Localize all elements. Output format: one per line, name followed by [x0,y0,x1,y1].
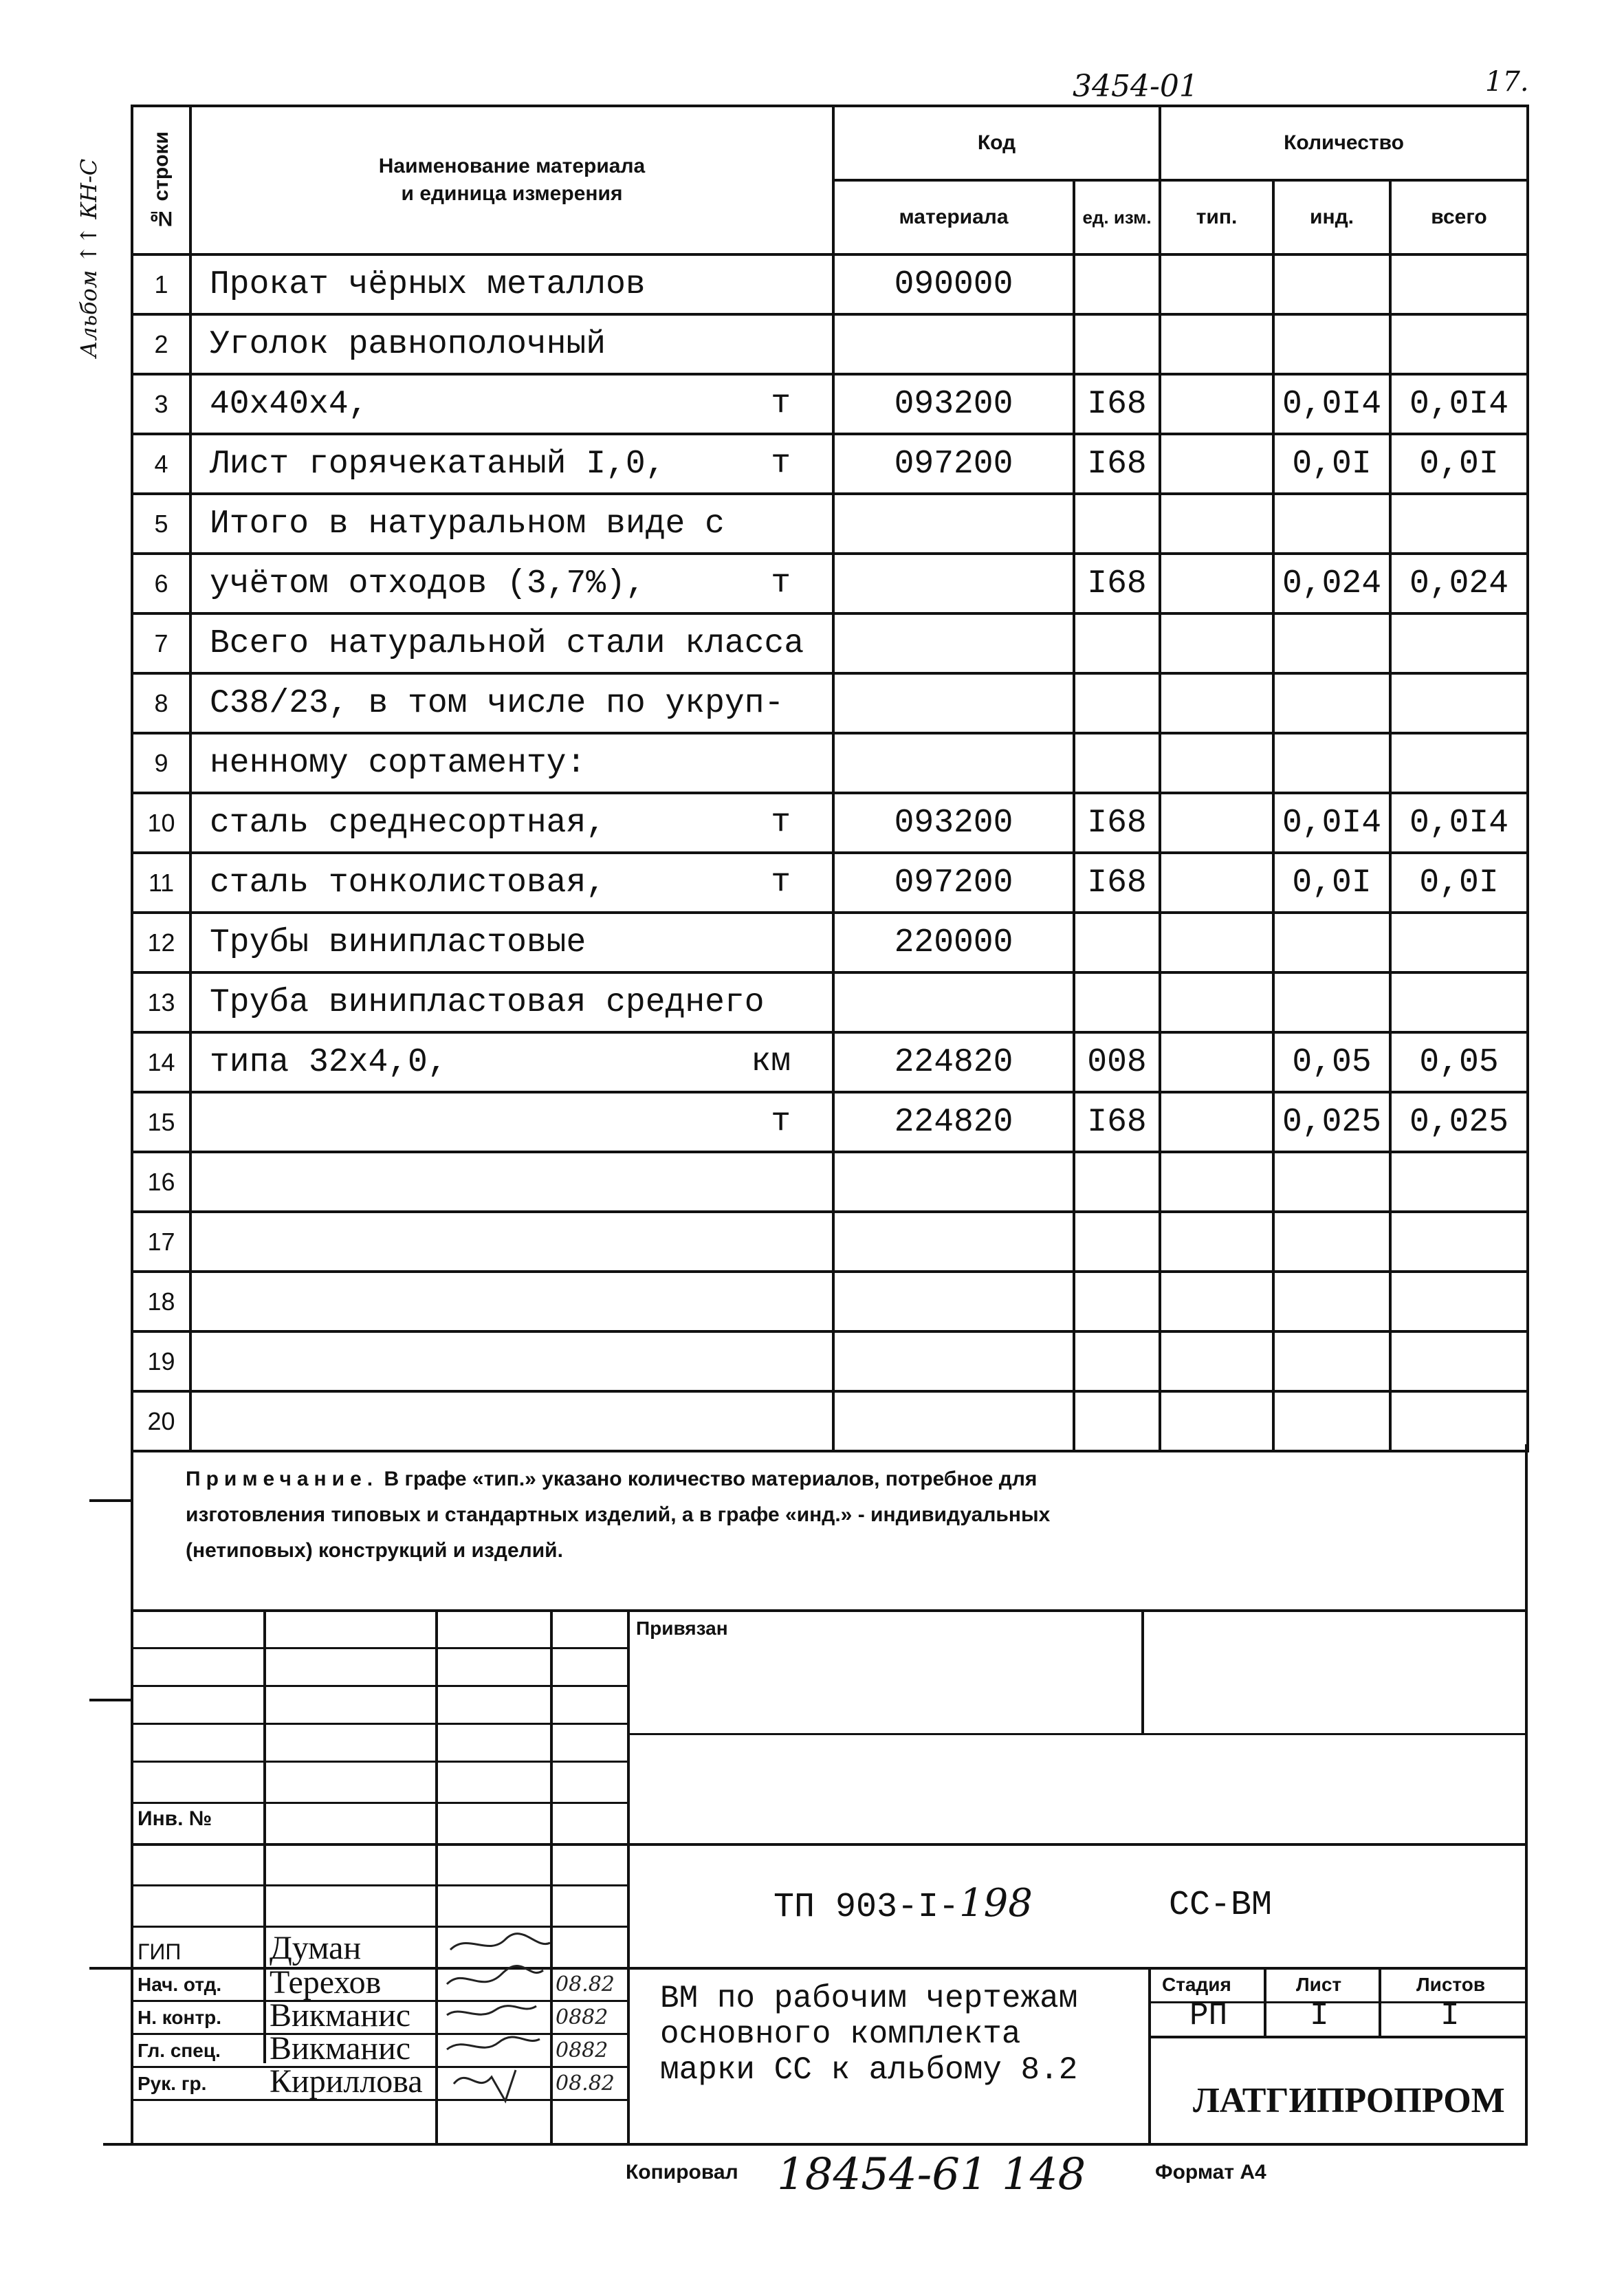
material-name-text: ненному сортаменту: [210,744,586,782]
material-name-cell [190,913,833,972]
frame-tick-1 [89,1499,133,1502]
total-quantity-cell [1390,733,1528,793]
unit-code-cell: I68 [1074,853,1160,913]
unit-code-cell [1074,733,1160,793]
material-name-text: Прокат чёрных металлов [210,265,646,303]
table-row [132,1272,1528,1331]
ind-quantity-cell [1273,1391,1390,1451]
ind-quantity-cell: 0,025 [1273,1092,1390,1152]
total-quantity-cell: 0,0I4 [1390,374,1528,434]
material-code-cell: 093200 [833,793,1074,853]
staff-role-head: Нач. отд. [138,1974,222,1995]
table-row [132,913,1528,972]
unit-code-cell [1074,1272,1160,1331]
unit-text: т [771,864,791,901]
material-code-cell [833,733,1074,793]
row-number: 16 [132,1152,190,1212]
drawing-mark: СС-ВМ [1169,1886,1273,1925]
stamp-hline-6 [131,1802,627,1804]
document-code [773,1881,1033,1927]
document-code-text: ТП 903-I- [773,1888,960,1927]
frame-left [131,1444,133,2146]
unit-code-cell: I68 [1074,554,1160,613]
material-name-cell [190,1331,833,1391]
sheets-value: I [1440,1998,1460,2034]
staff-role-gip: ГИП [138,1939,182,1964]
unit-code-cell: 008 [1074,1032,1160,1092]
table-row [132,374,1528,434]
row-number: 1 [132,254,190,314]
typ-quantity-cell [1160,1391,1273,1451]
unit-code-cell [1074,1212,1160,1272]
table-row [132,1152,1528,1212]
material-code-cell [833,554,1074,613]
material-name-text: Лист горячекатаный I,0, [210,445,666,483]
stamp-hline-2 [131,1685,627,1687]
material-name-text: Труба винипластовая среднего [210,983,765,1021]
material-name-cell [190,673,833,733]
table-row [132,1212,1528,1272]
table-row [132,1092,1528,1152]
material-name-text: учётом отходов (3,7%), [210,565,646,602]
total-quantity-cell [1390,673,1528,733]
typ-quantity-cell [1160,673,1273,733]
material-name-text: Трубы винипластовые [210,924,586,961]
row-number: 12 [132,913,190,972]
document-title [660,1981,1077,2088]
material-code-cell [833,1212,1074,1272]
material-name-text: С38/23, в том числе по укруп- [210,684,784,722]
title-line-2: основного комплекта [660,2016,1021,2052]
material-code-cell: 097200 [833,853,1074,913]
material-code-cell [833,314,1074,374]
ind-quantity-cell [1273,673,1390,733]
unit-code-cell [1074,494,1160,554]
row-number: 15 [132,1092,190,1152]
material-name-text: Уголок равнополочный [210,325,606,363]
sheet-label: Лист [1296,1974,1342,1995]
material-name-cell [190,613,833,673]
ind-quantity-cell: 0,0I4 [1273,374,1390,434]
quantity-group-header: Количество [1160,106,1528,180]
total-quantity-cell [1390,1212,1528,1272]
material-name-cell [190,793,833,853]
total-quantity-cell [1390,972,1528,1032]
material-name-cell [190,1272,833,1331]
stage-box-v2 [1379,1967,1381,2036]
staff-date-group-lead: 08.82 [556,2071,615,2096]
title-line-3: марки СС к альбому 8.2 [660,2052,1078,2088]
typ-quantity-cell [1160,314,1273,374]
table-row [132,613,1528,673]
row-number: 9 [132,733,190,793]
unit-text: т [771,385,791,422]
table-row [132,793,1528,853]
archive-number: 3454-01 [1073,69,1198,104]
material-code-cell [833,1331,1074,1391]
materials-table [131,105,1529,1452]
note [186,1461,1492,1569]
material-name-cell [190,853,833,913]
frame-tick-3 [89,1967,133,1970]
total-header: всего [1390,180,1528,254]
album-side-label: Альбом ↑↑ КН-С [76,158,102,358]
total-quantity-cell [1390,494,1528,554]
material-code-cell [833,613,1074,673]
page-number-mark: 17. [1485,66,1529,98]
typ-quantity-cell [1160,1092,1273,1152]
material-name-text: сталь среднесортная, [210,804,606,842]
copied-label: Копировал [626,2161,738,2184]
material-code-cell: 093200 [833,374,1074,434]
inventory-number-label: Инв. № [138,1807,212,1830]
table-row [132,494,1528,554]
format-label: Формат А4 [1155,2161,1266,2184]
material-code-header: материала [833,180,1074,254]
material-code-cell [833,494,1074,554]
staff-name-norm: Викманис [270,1997,411,2034]
typ-quantity-cell [1160,494,1273,554]
ind-quantity-cell [1273,613,1390,673]
stamp-vline-e [1141,1609,1144,1733]
material-name-text: 40х40х4, [210,385,369,423]
material-name-cell [190,1092,833,1152]
typ-quantity-cell [1160,554,1273,613]
typ-quantity-cell [1160,793,1273,853]
material-name-text: Всего натуральной стали класса [210,624,804,662]
unit-text: км [751,1043,791,1080]
stage-box-top [1148,1967,1528,1970]
ind-quantity-cell [1273,1212,1390,1272]
total-quantity-cell: 0,05 [1390,1032,1528,1092]
material-name-cell [190,1032,833,1092]
frame-tick-2 [89,1699,133,1701]
ind-quantity-cell: 0,05 [1273,1032,1390,1092]
staff-role-norm: Н. контр. [138,2007,222,2028]
total-quantity-cell [1390,913,1528,972]
stage-label: Стадия [1162,1974,1231,1995]
organization-name: ЛАТГИПРОПРОМ [1193,2081,1505,2120]
staff-date-head: 08.82 [556,1972,615,1996]
material-name-cell [190,254,833,314]
material-name-cell [190,972,833,1032]
material-name-cell [190,434,833,494]
material-code-cell: 224820 [833,1032,1074,1092]
typ-quantity-cell [1160,254,1273,314]
ind-quantity-cell [1273,254,1390,314]
total-quantity-cell [1390,1331,1528,1391]
staff-name-group-lead: Кириллова [270,2063,423,2100]
unit-text: т [771,445,791,482]
material-name-cell [190,554,833,613]
unit-text: т [771,804,791,841]
typ-quantity-cell [1160,972,1273,1032]
material-name-cell [190,1391,833,1451]
typ-header: тип. [1160,180,1273,254]
stamp-vline-b [435,1609,438,2144]
stage-box-v1 [1264,1967,1266,2036]
ind-quantity-cell [1273,1331,1390,1391]
material-name-cell [190,733,833,793]
stamp-hline-4 [627,1733,1528,1735]
ind-quantity-cell [1273,972,1390,1032]
frame-bottom [103,2143,1528,2146]
ind-quantity-cell: 0,0I [1273,853,1390,913]
code-group-header: Код [833,106,1160,180]
unit-code-cell [1074,673,1160,733]
unit-text: т [771,565,791,602]
unit-code-cell [1074,254,1160,314]
sheets-label: Листов [1416,1974,1486,1995]
unit-code-header: ед. изм. [1074,180,1160,254]
total-quantity-cell: 0,024 [1390,554,1528,613]
stamp-top-line [131,1609,1526,1612]
unit-code-cell [1074,913,1160,972]
unit-code-cell [1074,1331,1160,1391]
staff-date-norm: 0882 [556,2005,608,2029]
material-code-cell: 224820 [833,1092,1074,1152]
table-row [132,1032,1528,1092]
table-row [132,1391,1528,1451]
row-number: 3 [132,374,190,434]
frame-right [1525,1444,1528,2146]
row-number: 6 [132,554,190,613]
total-quantity-cell [1390,254,1528,314]
unit-code-cell: I68 [1074,793,1160,853]
staff-name-gip: Думан [270,1930,362,1966]
row-number: 20 [132,1391,190,1451]
row-number: 19 [132,1331,190,1391]
stamp-vline-d [627,1609,630,2144]
stamp-hline-1 [131,1647,627,1649]
ind-quantity-cell: 0,0I [1273,434,1390,494]
table-row [132,554,1528,613]
staff-date-chief-spec: 0882 [556,2038,608,2062]
stage-box-left [1148,1967,1151,2144]
unit-code-cell [1074,972,1160,1032]
ind-quantity-cell: 0,024 [1273,554,1390,613]
typ-quantity-cell [1160,1032,1273,1092]
stamp-hline-7 [131,1843,1526,1846]
material-code-cell [833,1152,1074,1212]
material-name-header: Наименование материала и единица измерения [190,106,833,254]
row-number: 8 [132,673,190,733]
unit-code-cell [1074,613,1160,673]
total-quantity-cell [1390,314,1528,374]
total-quantity-cell: 0,0I [1390,434,1528,494]
unit-code-cell [1074,314,1160,374]
unit-code-cell: I68 [1074,434,1160,494]
unit-text: т [771,1103,791,1140]
material-name-cell [190,494,833,554]
row-number: 13 [132,972,190,1032]
ind-quantity-cell [1273,314,1390,374]
typ-quantity-cell [1160,913,1273,972]
table-row [132,314,1528,374]
total-quantity-cell [1390,1391,1528,1451]
table-row [132,853,1528,913]
material-code-cell: 097200 [833,434,1074,494]
table-row [132,1331,1528,1391]
total-quantity-cell: 0,0I4 [1390,793,1528,853]
staff-name-head: Терехов [270,1964,382,2001]
typ-quantity-cell [1160,1152,1273,1212]
total-quantity-cell: 0,0I [1390,853,1528,913]
unit-code-cell: I68 [1074,1092,1160,1152]
typ-quantity-cell [1160,613,1273,673]
typ-quantity-cell [1160,733,1273,793]
row-number: 14 [132,1032,190,1092]
stage-value: РП [1189,1998,1228,2034]
stage-box-bot [1148,2036,1528,2038]
note-label: Примечание. [186,1468,379,1490]
typ-quantity-cell [1160,1331,1273,1391]
typ-quantity-cell [1160,853,1273,913]
unit-code-cell: I68 [1074,374,1160,434]
material-code-cell: 090000 [833,254,1074,314]
total-quantity-cell [1390,613,1528,673]
total-quantity-cell [1390,1152,1528,1212]
row-number: 5 [132,494,190,554]
row-number: 7 [132,613,190,673]
copied-number: 18454-61 148 [777,2149,1086,2200]
row-number: 4 [132,434,190,494]
typ-quantity-cell [1160,434,1273,494]
stamp-hline-3 [131,1723,627,1725]
typ-quantity-cell [1160,1212,1273,1272]
ind-quantity-cell [1273,1152,1390,1212]
stamp-hline-5 [131,1761,627,1763]
total-quantity-cell [1390,1272,1528,1331]
note-line-2: изготовления типовых и стандартных изделий, а в графе «инд.» - индивидуальных [186,1503,1051,1526]
material-name-text: типа 32х4,0, [210,1043,448,1081]
table-row [132,434,1528,494]
typ-quantity-cell [1160,374,1273,434]
row-number: 11 [132,853,190,913]
table-row [132,673,1528,733]
unit-code-cell [1074,1152,1160,1212]
staff-name-chief-spec: Викманис [270,2030,411,2067]
material-code-cell: 220000 [833,913,1074,972]
material-name-text: сталь тонколистовая, [210,864,606,902]
document-code-number: 198 [959,1881,1033,1926]
material-name-cell [190,1212,833,1272]
ind-quantity-cell [1273,494,1390,554]
typ-quantity-cell [1160,1272,1273,1331]
row-number: 17 [132,1212,190,1272]
title-line-1: ВМ по рабочим чертежам [660,1981,1078,2016]
material-name-text: Итого в натуральном виде с [210,505,725,543]
material-name-cell [190,314,833,374]
table-row [132,254,1528,314]
stamp-hline-9 [131,1926,627,1928]
signatures [440,1929,557,2135]
material-name-cell [190,374,833,434]
row-number: 10 [132,793,190,853]
total-quantity-cell: 0,025 [1390,1092,1528,1152]
staff-role-group-lead: Рук. гр. [138,2073,207,2094]
stamp-vline-a [263,1609,266,2063]
material-code-cell [833,972,1074,1032]
material-name-cell [190,1152,833,1212]
ind-quantity-cell [1273,913,1390,972]
table-row [132,972,1528,1032]
table-row [132,733,1528,793]
material-code-cell [833,1272,1074,1331]
unit-code-cell [1074,1391,1160,1451]
row-number-header: № строки [132,106,190,254]
stamp-hline-8 [131,1884,627,1886]
material-code-cell [833,1391,1074,1451]
ind-quantity-cell [1273,1272,1390,1331]
note-line-1: В графе «тип.» указано количество материалов, потребное для [384,1468,1038,1490]
privyazan-label: Привязан [636,1618,728,1639]
ind-header: инд. [1273,180,1390,254]
row-number: 2 [132,314,190,374]
sheet-value: I [1310,1998,1329,2034]
ind-quantity-cell [1273,733,1390,793]
ind-quantity-cell: 0,0I4 [1273,793,1390,853]
material-code-cell [833,673,1074,733]
row-number: 18 [132,1272,190,1331]
note-line-3: (нетиповых) конструкций и изделий. [186,1539,563,1562]
staff-role-chief-spec: Гл. спец. [138,2040,221,2061]
